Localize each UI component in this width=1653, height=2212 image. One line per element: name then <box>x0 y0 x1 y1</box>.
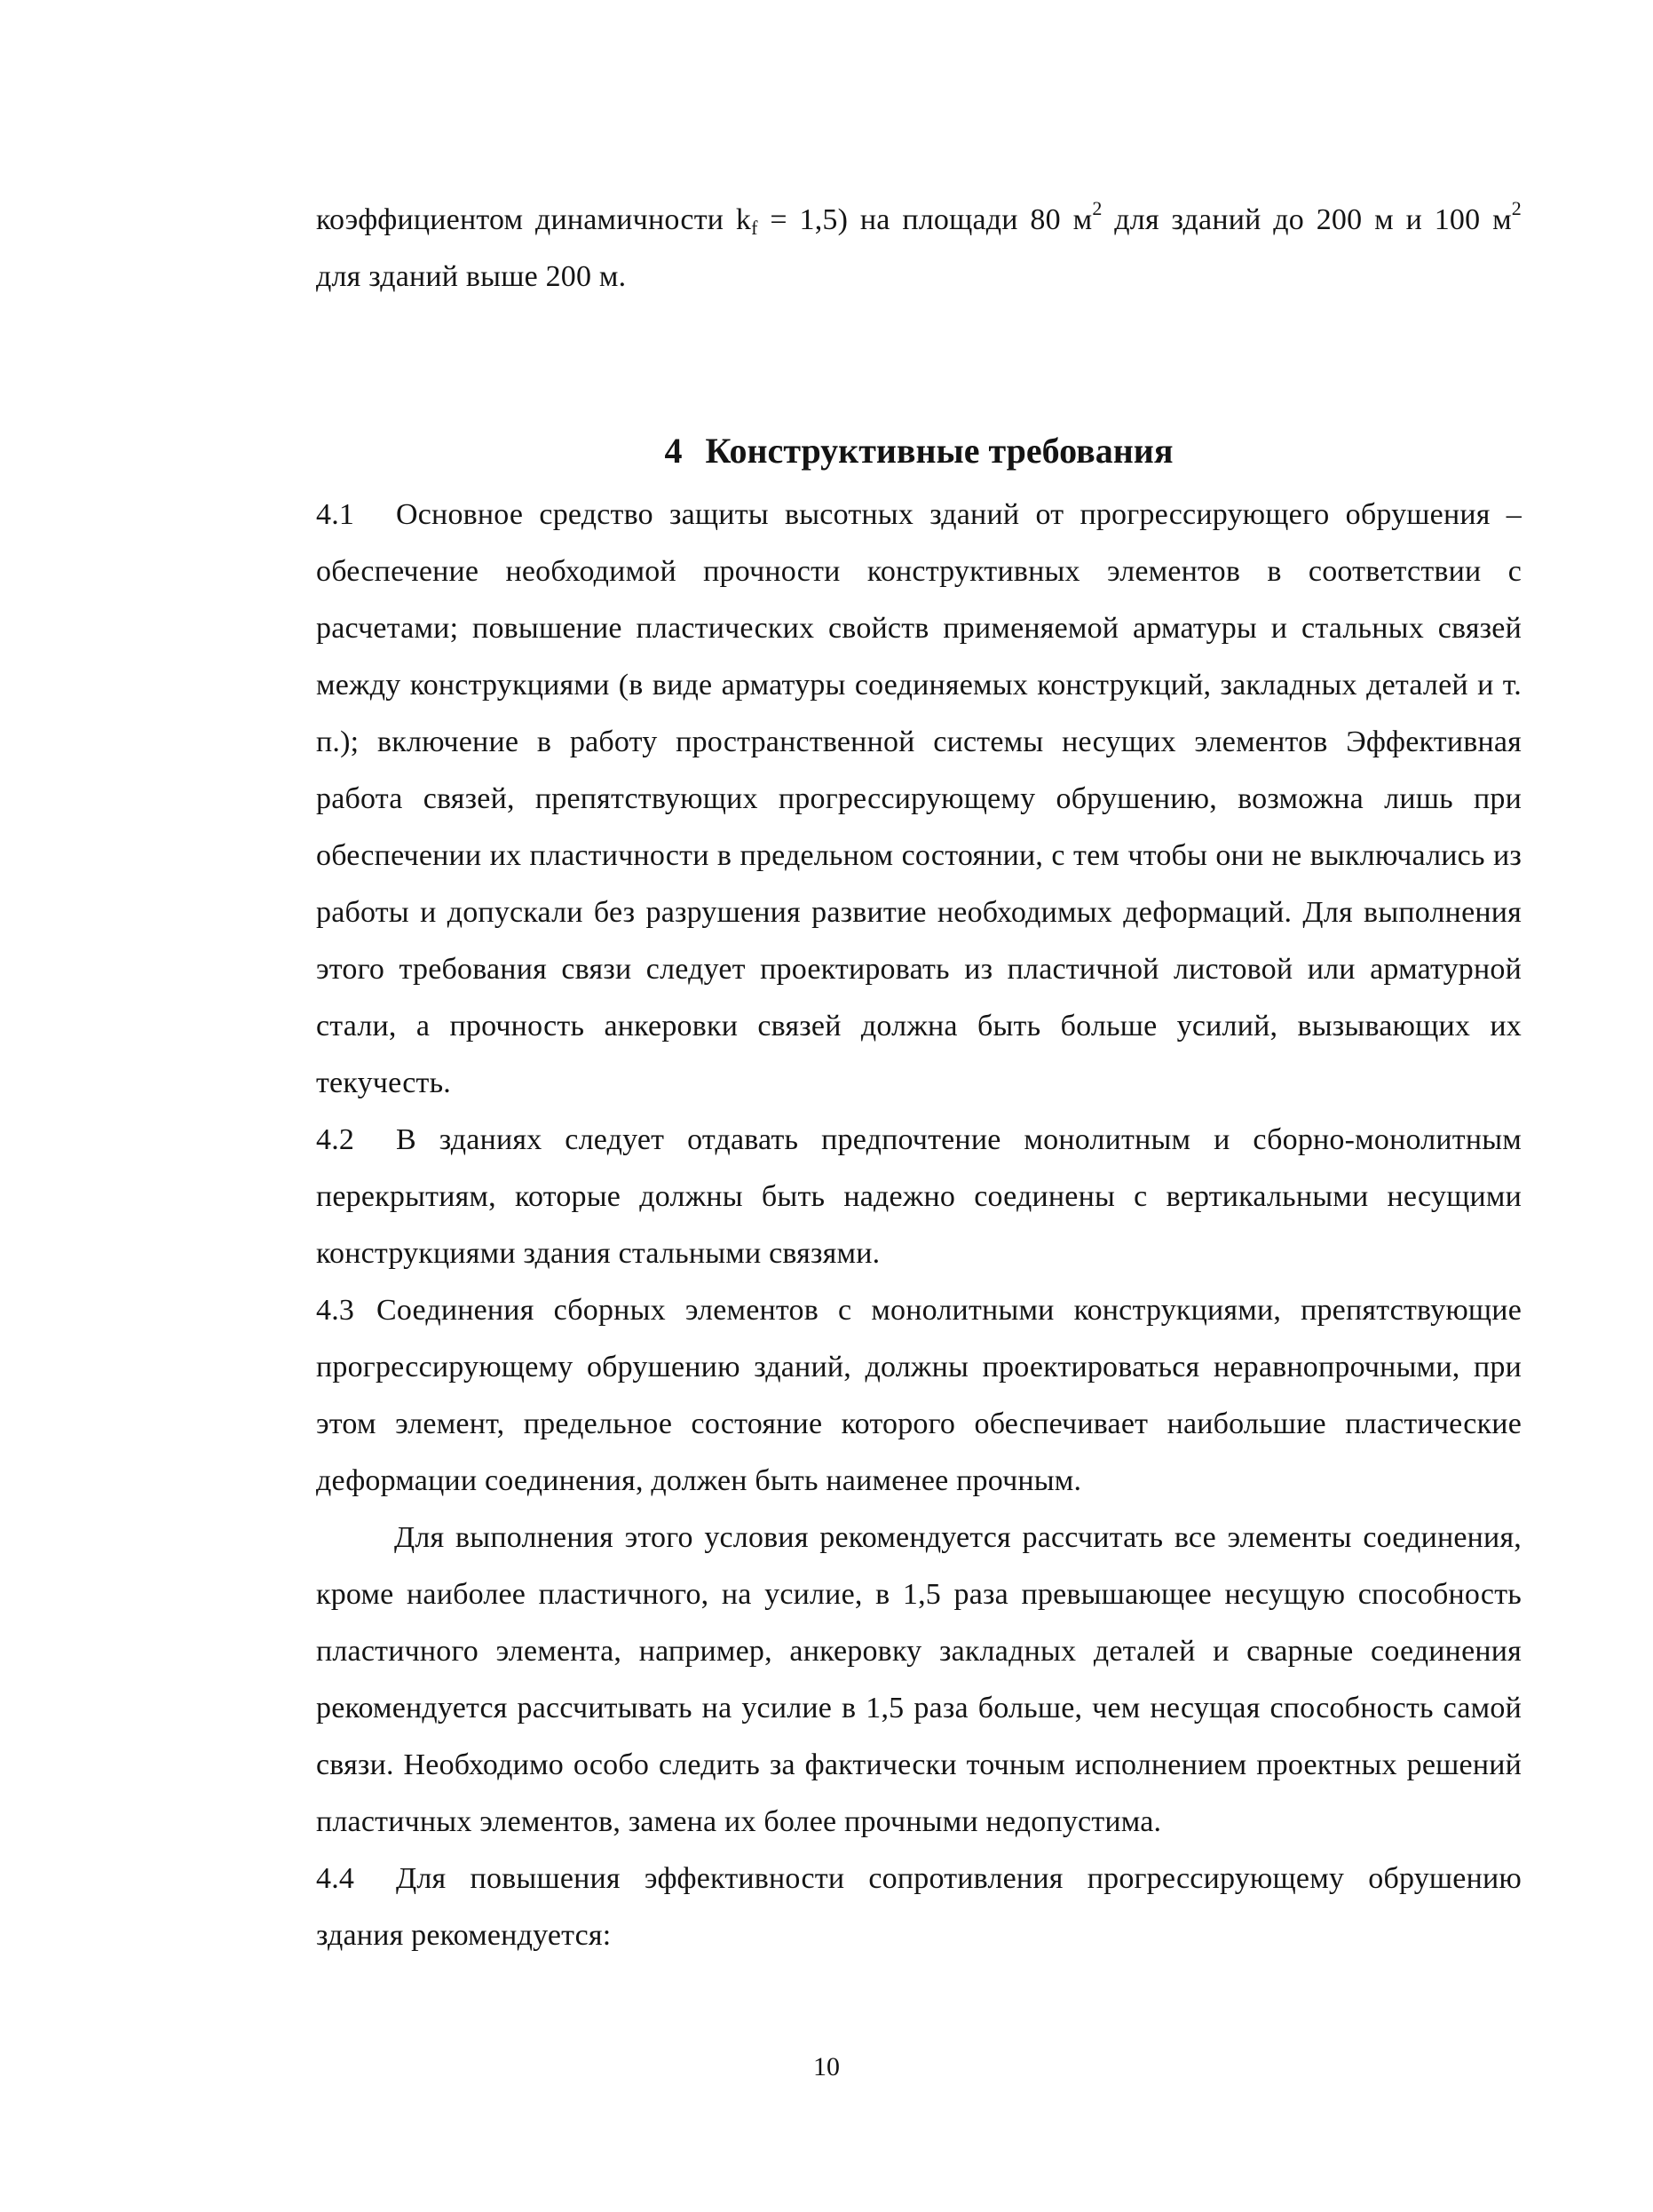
intro-text <box>316 192 1522 305</box>
coefficient-subscript: f <box>751 217 758 239</box>
paragraph-number: 4.2 <box>316 1123 355 1156</box>
area-unit-superscript-2: 2 <box>1511 197 1522 219</box>
paragraph-number: 4.1 <box>316 498 355 531</box>
paragraph-4-3-continuation <box>316 1510 1522 1851</box>
paragraph-4-4 <box>316 1851 1522 1964</box>
intro-line-1-part-3: для зданий до 200 м и 100 м <box>1102 203 1512 236</box>
intro-line-1 <box>316 192 1522 249</box>
section-title: Конструктивные требования <box>705 431 1174 471</box>
intro-line-2: для зданий выше 200 м. <box>316 260 627 293</box>
page-number: 10 <box>813 2052 840 2081</box>
section-heading <box>316 423 1522 480</box>
paragraph-number: 4.4 <box>316 1862 355 1895</box>
paragraph-text: Для выполнения этого условия рекомендуется рассчитать все элементы соединения, кроме наиболее пластичного, на усилие, в 1,5 раза превышающее несущую способность пластичного элемента, например, анкеровку закладных деталей и сварные соединения рекомендуется рассчитывать на усилие в 1,5 раза больше, чем несущая способность самой связи. Необходимо особо следить за фактически точным исполнением проектных решений пластичных элементов, замена их более прочными недопустима. <box>316 1521 1522 1838</box>
section-number: 4 <box>664 431 683 471</box>
intro-line-1-part-1: коэффициентом динамичности k <box>316 203 752 236</box>
paragraph-text: Основное средство защиты высотных зданий от прогрессирующего обрушения – обеспечение необходимой прочности конструктивных элементов в соответствии с расчетами; повышение пластических свойств применяемой арматуры и стальных связей между конструкциями (в виде арматуры соединяемых конструкций, закладных деталей и т. п.); включение в работу пространственной системы несущих элементов Эффективная работа связей, препятствующих прогрессирующему обрушению, возможна лишь при обеспечении их пластичности в предельном состоянии, с тем чтобы они не выключались из работы и допускали без разрушения развитие необходимых деформаций. Для выполнения этого требования связи следует проектировать из пластичной листовой или арматурной стали, а прочность анкеровки связей должна быть больше усилий, вызывающих их текучесть. <box>316 498 1522 1099</box>
paragraph-4-2 <box>316 1112 1522 1282</box>
paragraph-text: Соединения сборных элементов с монолитными конструкциями, препятствующие прогрессирующему обрушению зданий, должны проектироваться неравнопрочными, при этом элемент, предельное состояние которого обеспечивает наибольшие пластические деформации соединения, должен быть наименее прочным. <box>316 1294 1522 1497</box>
paragraph-text: Для повышения эффективности сопротивления прогрессирующему обрушению здания рекомендуется: <box>316 1862 1522 1952</box>
paragraph-4-3 <box>316 1282 1522 1510</box>
paragraph-number: 4.3 <box>316 1294 355 1327</box>
paragraph-text: В зданиях следует отдавать предпочтение монолитным и сборно-монолитным перекрытиям, которые должны быть надежно соединены с вертикальными несущими конструкциями здания стальными связями. <box>316 1123 1522 1270</box>
section-body <box>316 487 1522 1964</box>
paragraph-4-1 <box>316 487 1522 1112</box>
intro-line-1-part-2: = 1,5) на площади 80 м <box>757 203 1093 236</box>
area-unit-superscript-1: 2 <box>1092 197 1103 219</box>
